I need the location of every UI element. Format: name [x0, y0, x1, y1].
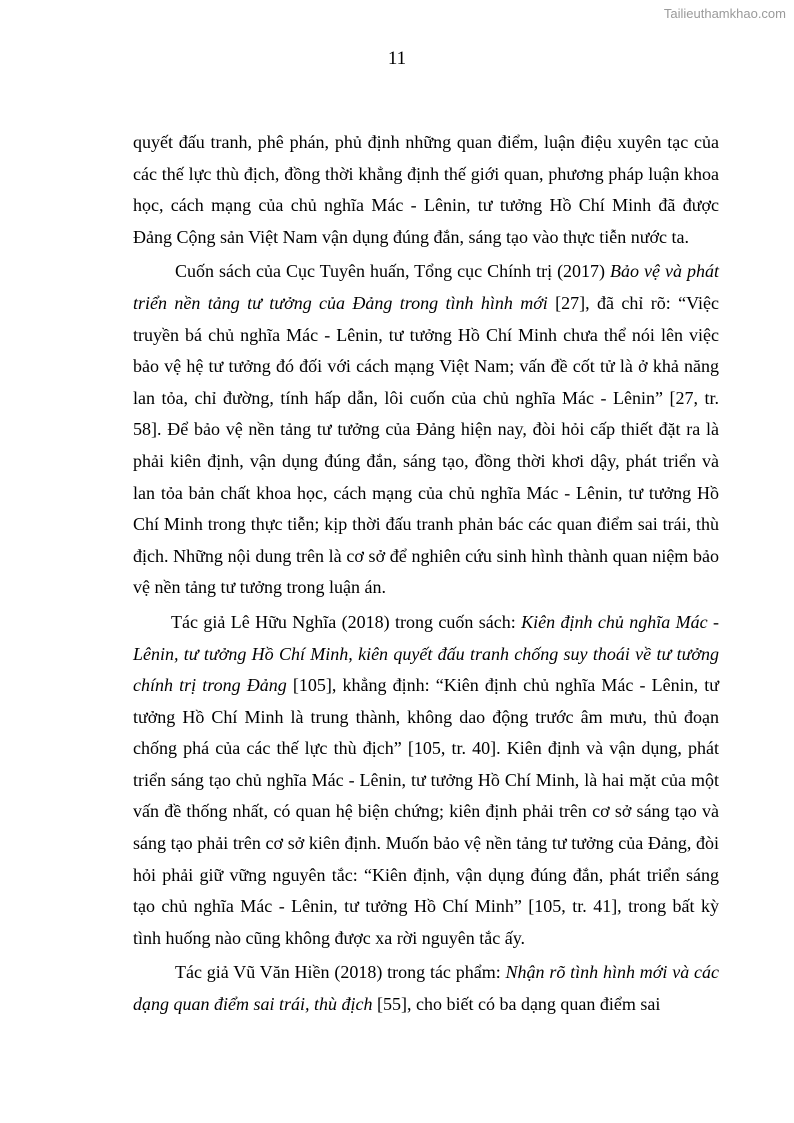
- paragraph-text: Cuốn sách của Cục Tuyên huấn, Tổng cục Chính trị (2017): [175, 261, 611, 282]
- paragraph-text: quyết đấu tranh, phê phán, phủ định những quan điểm, luận điệu xuyên tạc của các thế lực thù địch, đồng thời khẳng định thế giới quan, phương pháp luận khoa học, cách mạng của chủ nghĩa Mác - Lênin, tư tưởng Hồ Chí Minh đã được Đảng Cộng sản Việt Nam vận dụng đúng đắn, sáng tạo vào thực tiễn nước ta.: [133, 132, 719, 247]
- paragraph-text: Tác giả Vũ Văn Hiền (2018) trong tác phẩm:: [175, 962, 506, 983]
- paragraph-text: [27], đã chỉ rõ: “Việc truyền bá chủ nghĩa Mác - Lênin, tư tưởng Hồ Chí Minh chưa thể nói lên việc bảo vệ hệ tư tưởng đó đối với cách mạng Việt Nam; vấn đề cốt tử là ở khả năng lan tỏa, chỉ đường, tính hấp dẫn, lôi cuốn của chủ nghĩa Mác - Lênin” [27, tr. 58]. Để bảo vệ nền tảng tư tưởng của Đảng hiện nay, đòi hỏi cấp thiết đặt ra là phải kiên định, vận dụng đúng đắn, sáng tạo, đồng thời khơi dậy, phát triển và lan tỏa bản chất khoa học, cách mạng của chủ nghĩa Mác - Lênin, tư tưởng Hồ Chí Minh trong thực tiễn; kịp thời đấu tranh phản bác các quan điểm sai trái, thù địch. Những nội dung trên là cơ sở để nghiên cứu sinh hình thành quan niệm bảo vệ nền tảng tư tưởng trong luận án.: [133, 292, 719, 598]
- paragraph-2: [133, 256, 719, 604]
- paragraph-4: [133, 957, 719, 1020]
- paragraph-3: [133, 607, 719, 955]
- watermark: Tailieuthamkhao.com: [663, 6, 786, 21]
- page-number: 11: [387, 48, 407, 69]
- book-title: Nhận rõ tình hình mới và các dạng quan điểm sai trái, thù địch: [133, 962, 719, 1015]
- book-title: Bảo vệ và phát triển nền tảng tư tưởng của Đảng trong tình hình mới: [133, 261, 719, 313]
- paragraph-text: [105], khẳng định: “Kiên định chủ nghĩa Mác - Lênin, tư tưởng Hồ Chí Minh là trung thành, không dao động trước âm mưu, thủ đoạn chống phá của các thế lực thù địch” [105, tr. 40]. Kiên định và vận dụng, phát triển sáng tạo chủ nghĩa Mác - Lênin, tư tưởng Hồ Chí Minh, là hai mặt của một vấn đề thống nhất, có quan hệ biện chứng; kiên định phải trên cơ sở sáng tạo và sáng tạo phải trên cơ sở kiên định. Muốn bảo vệ nền tảng tư tưởng của Đảng, đòi hỏi phải giữ vững nguyên tắc: “Kiên định, vận dụng đúng đắn, phát triển sáng tạo chủ nghĩa Mác - Lênin, tư tưởng Hồ Chí Minh” [105, tr. 41], trong bất kỳ tình huống nào cũng không được xa rời nguyên tắc ấy.: [133, 675, 719, 948]
- document-body: [133, 127, 719, 1021]
- paragraph-text: Tác giả Lê Hữu Nghĩa (2018) trong cuốn sách:: [171, 611, 522, 632]
- book-title: Kiên định chủ nghĩa Mác - Lênin, tư tưởng Hồ Chí Minh, kiên quyết đấu tranh chống suy thoái về tư tưởng chính trị trong Đảng: [133, 611, 719, 696]
- paragraph-text: [55], cho biết có ba dạng quan điểm sai: [372, 994, 661, 1015]
- paragraph-1: [133, 127, 719, 253]
